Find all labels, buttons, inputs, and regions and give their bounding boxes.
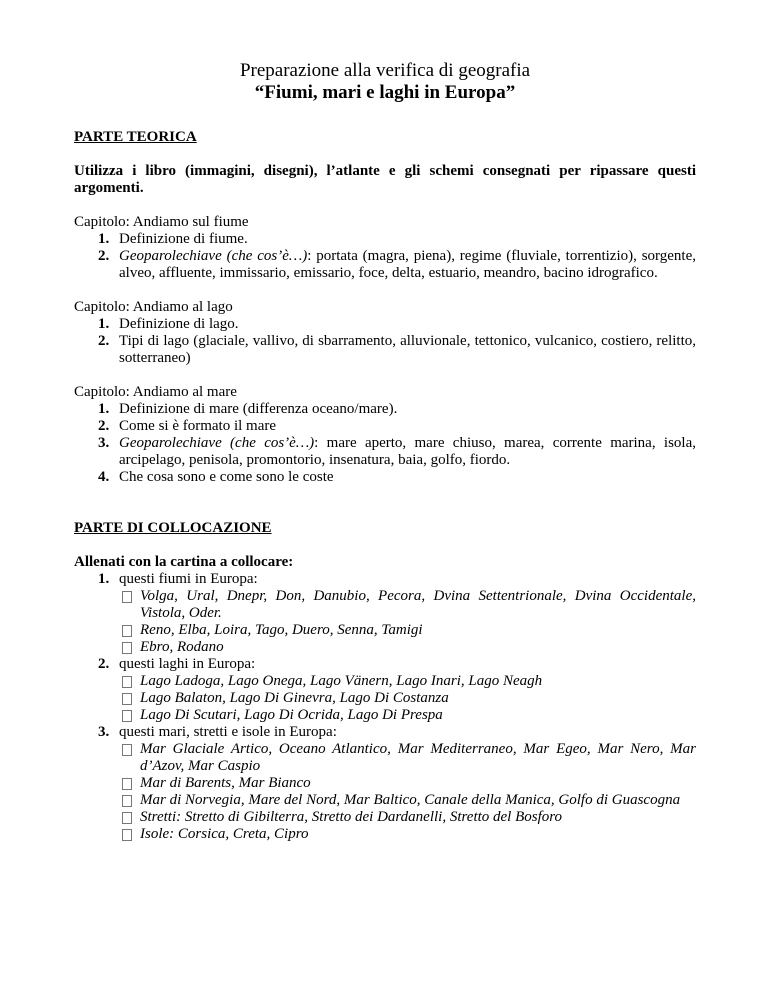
bullet-text: Lago Di Scutari, Lago Di Ocrida, Lago Di Prespa bbox=[140, 707, 443, 723]
bullet-item bbox=[74, 639, 696, 656]
list-item bbox=[74, 469, 696, 486]
bullet-item bbox=[74, 673, 696, 690]
list-item bbox=[74, 656, 696, 673]
theory-heading: PARTE TEORICA bbox=[74, 129, 197, 145]
checkbox-icon bbox=[122, 642, 132, 654]
list-item bbox=[74, 435, 696, 469]
list-item bbox=[74, 571, 696, 588]
bullet-item bbox=[74, 707, 696, 724]
item-number: 2. bbox=[98, 418, 110, 434]
item-keyword-label: Geoparolechiave (che cos’è…) bbox=[119, 435, 315, 451]
item-number: 1. bbox=[98, 571, 110, 587]
bullet-item bbox=[74, 792, 696, 809]
item-number: 3. bbox=[98, 724, 110, 740]
checkbox-icon bbox=[122, 676, 132, 688]
bullet-text: Volga, Ural, Dnepr, Don, Danubio, Pecora, Dvina Settentrionale, Dvina Occidentale, Vistola, Oder. bbox=[140, 588, 696, 621]
checkbox-icon bbox=[122, 625, 132, 637]
list-item bbox=[74, 724, 696, 741]
item-number: 2. bbox=[98, 248, 110, 264]
bullet-text: Mar di Norvegia, Mare del Nord, Mar Baltico, Canale della Manica, Golfo di Guascogna bbox=[140, 792, 681, 808]
document-subtitle: “Fiumi, mari e laghi in Europa” bbox=[254, 82, 516, 103]
bullet-list bbox=[74, 588, 696, 656]
group-label: questi laghi in Europa: bbox=[119, 656, 256, 672]
chapter-title: Capitolo: Andiamo sul fiume bbox=[74, 214, 249, 230]
item-text: Tipi di lago (glaciale, vallivo, di sbarramento, alluvionale, tettonico, vulcanico, costiero, relitto, sotterraneo) bbox=[119, 333, 696, 366]
item-text: Che cosa sono e come sono le coste bbox=[119, 469, 334, 485]
bullet-item bbox=[74, 690, 696, 707]
list-item bbox=[74, 401, 696, 418]
chapter-list bbox=[74, 401, 696, 486]
document-page bbox=[74, 60, 696, 843]
item-text: Definizione di lago. bbox=[119, 316, 239, 332]
placement-heading: PARTE DI COLLOCAZIONE bbox=[74, 520, 272, 536]
item-text: Definizione di mare (differenza oceano/mare). bbox=[119, 401, 398, 417]
item-keyword-label: Geoparolechiave (che cos’è…) bbox=[119, 248, 308, 264]
item-number: 1. bbox=[98, 231, 110, 247]
document-title: Preparazione alla verifica di geografia bbox=[239, 60, 531, 81]
bullet-text: Mar Glaciale Artico, Oceano Atlantico, Mar Mediterraneo, Mar Egeo, Mar Nero, Mar d’Azov, Mar Caspio bbox=[140, 741, 696, 774]
bullet-item bbox=[74, 588, 696, 622]
item-text: : mare aperto, mare chiuso, marea, corrente marina, isola, arcipelago, penisola, promontorio, insenatura, baia, golfo, fiordo. bbox=[119, 435, 696, 468]
list-item bbox=[74, 418, 696, 435]
item-number: 2. bbox=[98, 656, 110, 672]
group-label: questi mari, stretti e isole in Europa: bbox=[119, 724, 337, 740]
item-text: : portata (magra, piena), regime (fluviale, torrentizio), sorgente, alveo, affluente, immissario, emissario, foce, delta, estuario, meandro, bacino idrografico. bbox=[119, 248, 697, 281]
list-item bbox=[74, 316, 696, 333]
checkbox-icon bbox=[122, 812, 132, 824]
item-number: 1. bbox=[98, 401, 110, 417]
bullet-text: Lago Ladoga, Lago Onega, Lago Vänern, Lago Inari, Lago Neagh bbox=[140, 673, 543, 689]
placement-list bbox=[74, 571, 696, 843]
placement-groups bbox=[74, 571, 696, 843]
bullet-text: Mar di Barents, Mar Bianco bbox=[140, 775, 311, 791]
checkbox-icon bbox=[122, 591, 132, 603]
chapter-list bbox=[74, 316, 696, 367]
chapter-title: Capitolo: Andiamo al mare bbox=[74, 384, 237, 400]
theory-intro: Utilizza i libro (immagini, disegni), l’atlante e gli schemi consegnati per ripassare questi argomenti. bbox=[74, 163, 696, 196]
chapter-list bbox=[74, 231, 696, 282]
item-number: 3. bbox=[98, 435, 110, 451]
checkbox-icon bbox=[122, 693, 132, 705]
bullet-list bbox=[74, 673, 696, 724]
checkbox-icon bbox=[122, 744, 132, 756]
item-text: Definizione di fiume. bbox=[119, 231, 248, 247]
bullet-text: Stretti: Stretto di Gibilterra, Stretto dei Dardanelli, Stretto del Bosforo bbox=[140, 809, 563, 825]
chapter-title: Capitolo: Andiamo al lago bbox=[74, 299, 233, 315]
bullet-text: Lago Balaton, Lago Di Ginevra, Lago Di Costanza bbox=[140, 690, 449, 706]
list-item bbox=[74, 333, 696, 367]
bullet-item bbox=[74, 622, 696, 639]
bullet-list bbox=[74, 741, 696, 843]
list-item bbox=[74, 231, 696, 248]
item-number: 2. bbox=[98, 333, 110, 349]
checkbox-icon bbox=[122, 795, 132, 807]
bullet-item bbox=[74, 775, 696, 792]
bullet-text: Isole: Corsica, Creta, Cipro bbox=[140, 826, 309, 842]
item-text: Come si è formato il mare bbox=[119, 418, 277, 434]
bullet-item bbox=[74, 809, 696, 826]
bullet-item bbox=[74, 826, 696, 843]
bullet-text: Reno, Elba, Loira, Tago, Duero, Senna, Tamigi bbox=[140, 622, 423, 638]
theory-chapters bbox=[74, 197, 696, 486]
checkbox-icon bbox=[122, 710, 132, 722]
item-number: 1. bbox=[98, 316, 110, 332]
checkbox-icon bbox=[122, 829, 132, 841]
placement-intro: Allenati con la cartina a collocare: bbox=[74, 554, 294, 570]
item-number: 4. bbox=[98, 469, 110, 485]
bullet-item bbox=[74, 741, 696, 775]
checkbox-icon bbox=[122, 778, 132, 790]
bullet-text: Ebro, Rodano bbox=[140, 639, 224, 655]
group-label: questi fiumi in Europa: bbox=[119, 571, 258, 587]
list-item bbox=[74, 248, 696, 282]
